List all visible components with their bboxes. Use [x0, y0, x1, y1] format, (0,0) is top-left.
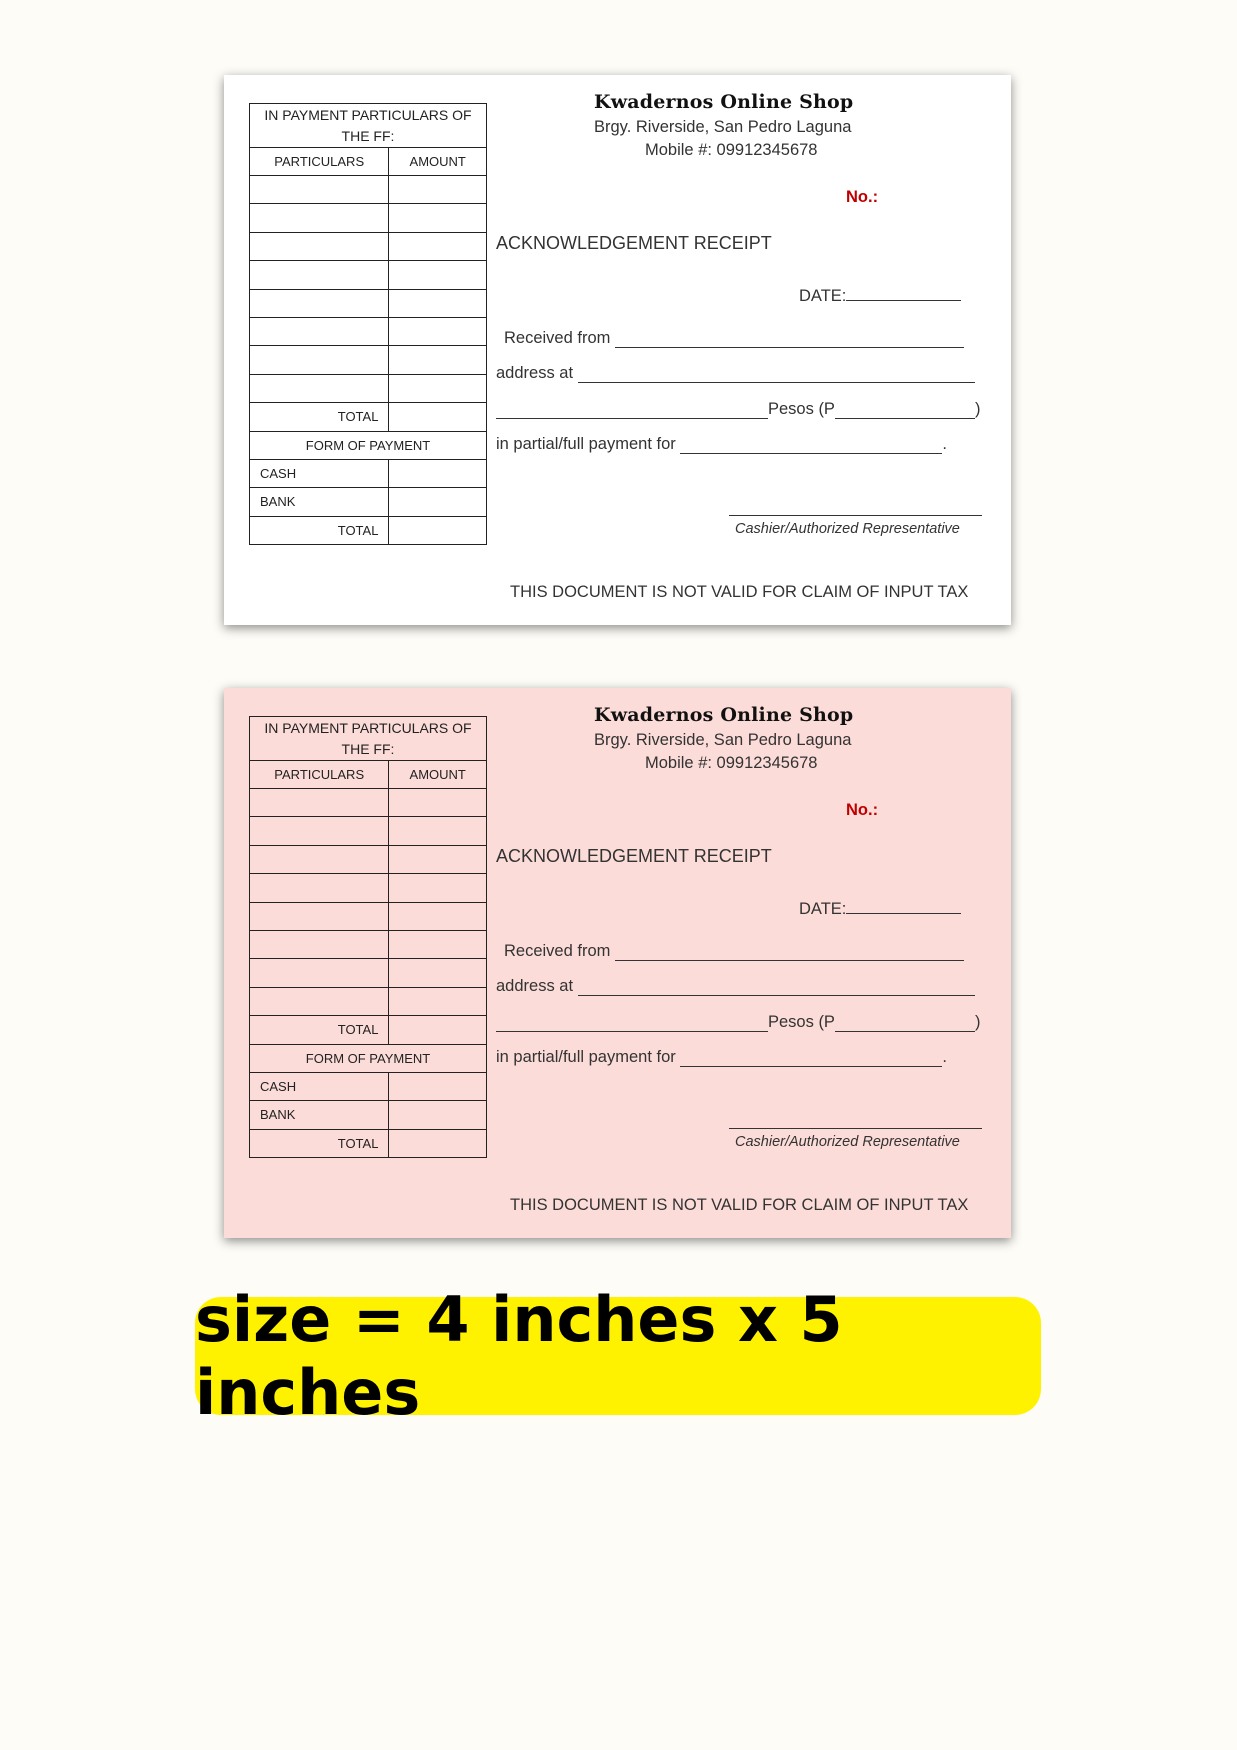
receipt-white-copy	[224, 75, 1011, 625]
disclaimer: THIS DOCUMENT IS NOT VALID FOR CLAIM OF INPUT TAX	[510, 583, 969, 601]
payment-total-label: TOTAL	[250, 1129, 389, 1157]
particulars-total-label: TOTAL	[250, 1016, 389, 1044]
particulars-cell[interactable]	[250, 959, 389, 987]
payment-for-field	[496, 435, 947, 454]
payment-for-line[interactable]	[680, 1048, 942, 1067]
received-from-label: Received from	[504, 329, 611, 347]
amount-column-header: AMOUNT	[389, 761, 487, 789]
payment-particulars-table	[249, 716, 487, 1158]
table-row	[250, 930, 487, 958]
amount-in-words-line[interactable]	[496, 400, 768, 419]
table-row	[250, 789, 487, 817]
particulars-column-header: PARTICULARS	[250, 148, 389, 176]
particulars-total-cell[interactable]	[389, 403, 487, 431]
particulars-cell[interactable]	[250, 317, 389, 345]
table-row	[250, 845, 487, 873]
pesos-field	[496, 400, 980, 419]
cash-label: CASH	[250, 459, 389, 487]
payment-total-cell[interactable]	[389, 516, 487, 544]
particulars-cell[interactable]	[250, 930, 389, 958]
address-line[interactable]	[578, 977, 975, 996]
particulars-cell[interactable]	[250, 902, 389, 930]
receipt-number-label: No.:	[846, 801, 879, 819]
payment-for-line[interactable]	[680, 435, 942, 454]
particulars-total-cell[interactable]	[389, 1016, 487, 1044]
table-row	[250, 289, 487, 317]
amount-cell[interactable]	[389, 987, 487, 1015]
amount-cell[interactable]	[389, 289, 487, 317]
bank-amount-cell[interactable]	[389, 1101, 487, 1129]
particulars-cell[interactable]	[250, 789, 389, 817]
amount-cell[interactable]	[389, 261, 487, 289]
payment-for-field	[496, 1048, 947, 1067]
amount-cell[interactable]	[389, 204, 487, 232]
table-row	[250, 987, 487, 1015]
particulars-cell[interactable]	[250, 204, 389, 232]
particulars-cell[interactable]	[250, 176, 389, 204]
particulars-cell[interactable]	[250, 845, 389, 873]
amount-cell[interactable]	[389, 874, 487, 902]
form-of-payment-header: FORM OF PAYMENT	[250, 1044, 487, 1072]
payment-for-label: in partial/full payment for	[496, 435, 676, 453]
date-line[interactable]	[846, 895, 961, 914]
receipt-number-label: No.:	[846, 188, 879, 206]
payment-for-label: in partial/full payment for	[496, 1048, 676, 1066]
table-row	[250, 959, 487, 987]
cash-label: CASH	[250, 1072, 389, 1100]
particulars-cell[interactable]	[250, 987, 389, 1015]
disclaimer: THIS DOCUMENT IS NOT VALID FOR CLAIM OF INPUT TAX	[510, 1196, 969, 1214]
amount-in-words-line[interactable]	[496, 1013, 768, 1032]
particulars-cell[interactable]	[250, 346, 389, 374]
table-row	[250, 346, 487, 374]
amount-cell[interactable]	[389, 930, 487, 958]
table-header: IN PAYMENT PARTICULARS OF THE FF:	[250, 717, 487, 761]
size-badge: size = 4 inches x 5 inches	[195, 1297, 1041, 1415]
signature-line[interactable]	[729, 515, 982, 516]
amount-cell[interactable]	[389, 374, 487, 402]
received-from-field	[504, 329, 964, 348]
bank-label: BANK	[250, 1101, 389, 1129]
signature-label: Cashier/Authorized Representative	[735, 521, 960, 537]
received-from-label: Received from	[504, 942, 611, 960]
amount-cell[interactable]	[389, 789, 487, 817]
pesos-amount-line[interactable]	[835, 1013, 975, 1032]
form-of-payment-header: FORM OF PAYMENT	[250, 431, 487, 459]
particulars-cell[interactable]	[250, 261, 389, 289]
table-row	[250, 817, 487, 845]
signature-line[interactable]	[729, 1128, 982, 1129]
particulars-cell[interactable]	[250, 817, 389, 845]
payment-for-period: .	[942, 435, 947, 453]
shop-name: Kwadernos Online Shop	[594, 704, 854, 726]
address-field	[496, 364, 975, 383]
receipt-title: ACKNOWLEDGEMENT RECEIPT	[496, 846, 772, 866]
amount-cell[interactable]	[389, 902, 487, 930]
pesos-label: Pesos (P	[768, 1013, 835, 1031]
cash-amount-cell[interactable]	[389, 1072, 487, 1100]
payment-total-label: TOTAL	[250, 516, 389, 544]
address-label: address at	[496, 977, 574, 995]
address-field	[496, 977, 975, 996]
received-from-line[interactable]	[615, 942, 964, 961]
shop-mobile: Mobile #: 09912345678	[645, 141, 818, 159]
amount-cell[interactable]	[389, 232, 487, 260]
receipt-title: ACKNOWLEDGEMENT RECEIPT	[496, 233, 772, 253]
date-label: DATE:	[799, 287, 847, 305]
pesos-field	[496, 1013, 980, 1032]
particulars-cell[interactable]	[250, 232, 389, 260]
amount-cell[interactable]	[389, 317, 487, 345]
particulars-column-header: PARTICULARS	[250, 761, 389, 789]
shop-mobile: Mobile #: 09912345678	[645, 754, 818, 772]
table-header: IN PAYMENT PARTICULARS OF THE FF:	[250, 104, 487, 148]
received-from-field	[504, 942, 964, 961]
amount-cell[interactable]	[389, 845, 487, 873]
table-row	[250, 176, 487, 204]
date-field	[799, 895, 961, 919]
pesos-label: Pesos (P	[768, 400, 835, 418]
table-row	[250, 317, 487, 345]
particulars-cell[interactable]	[250, 289, 389, 317]
table-row	[250, 374, 487, 402]
table-row	[250, 902, 487, 930]
bank-amount-cell[interactable]	[389, 488, 487, 516]
amount-cell[interactable]	[389, 176, 487, 204]
table-row	[250, 261, 487, 289]
payment-total-cell[interactable]	[389, 1129, 487, 1157]
table-row	[250, 232, 487, 260]
address-line[interactable]	[578, 364, 975, 383]
received-from-line[interactable]	[615, 329, 964, 348]
date-field	[799, 282, 961, 306]
date-label: DATE:	[799, 900, 847, 918]
table-row	[250, 204, 487, 232]
address-label: address at	[496, 364, 574, 382]
payment-for-period: .	[942, 1048, 947, 1066]
shop-address: Brgy. Riverside, San Pedro Laguna	[594, 118, 852, 136]
pesos-close: )	[974, 400, 981, 418]
particulars-cell[interactable]	[250, 874, 389, 902]
amount-cell[interactable]	[389, 959, 487, 987]
payment-particulars-table	[249, 103, 487, 545]
particulars-cell[interactable]	[250, 374, 389, 402]
shop-name: Kwadernos Online Shop	[594, 91, 854, 113]
pesos-close: )	[974, 1013, 981, 1031]
particulars-total-label: TOTAL	[250, 403, 389, 431]
amount-column-header: AMOUNT	[389, 148, 487, 176]
cash-amount-cell[interactable]	[389, 459, 487, 487]
pesos-amount-line[interactable]	[835, 400, 975, 419]
signature-label: Cashier/Authorized Representative	[735, 1134, 960, 1150]
amount-cell[interactable]	[389, 346, 487, 374]
amount-cell[interactable]	[389, 817, 487, 845]
table-row	[250, 874, 487, 902]
receipt-pink-copy	[224, 688, 1011, 1238]
shop-address: Brgy. Riverside, San Pedro Laguna	[594, 731, 852, 749]
bank-label: BANK	[250, 488, 389, 516]
date-line[interactable]	[846, 282, 961, 301]
